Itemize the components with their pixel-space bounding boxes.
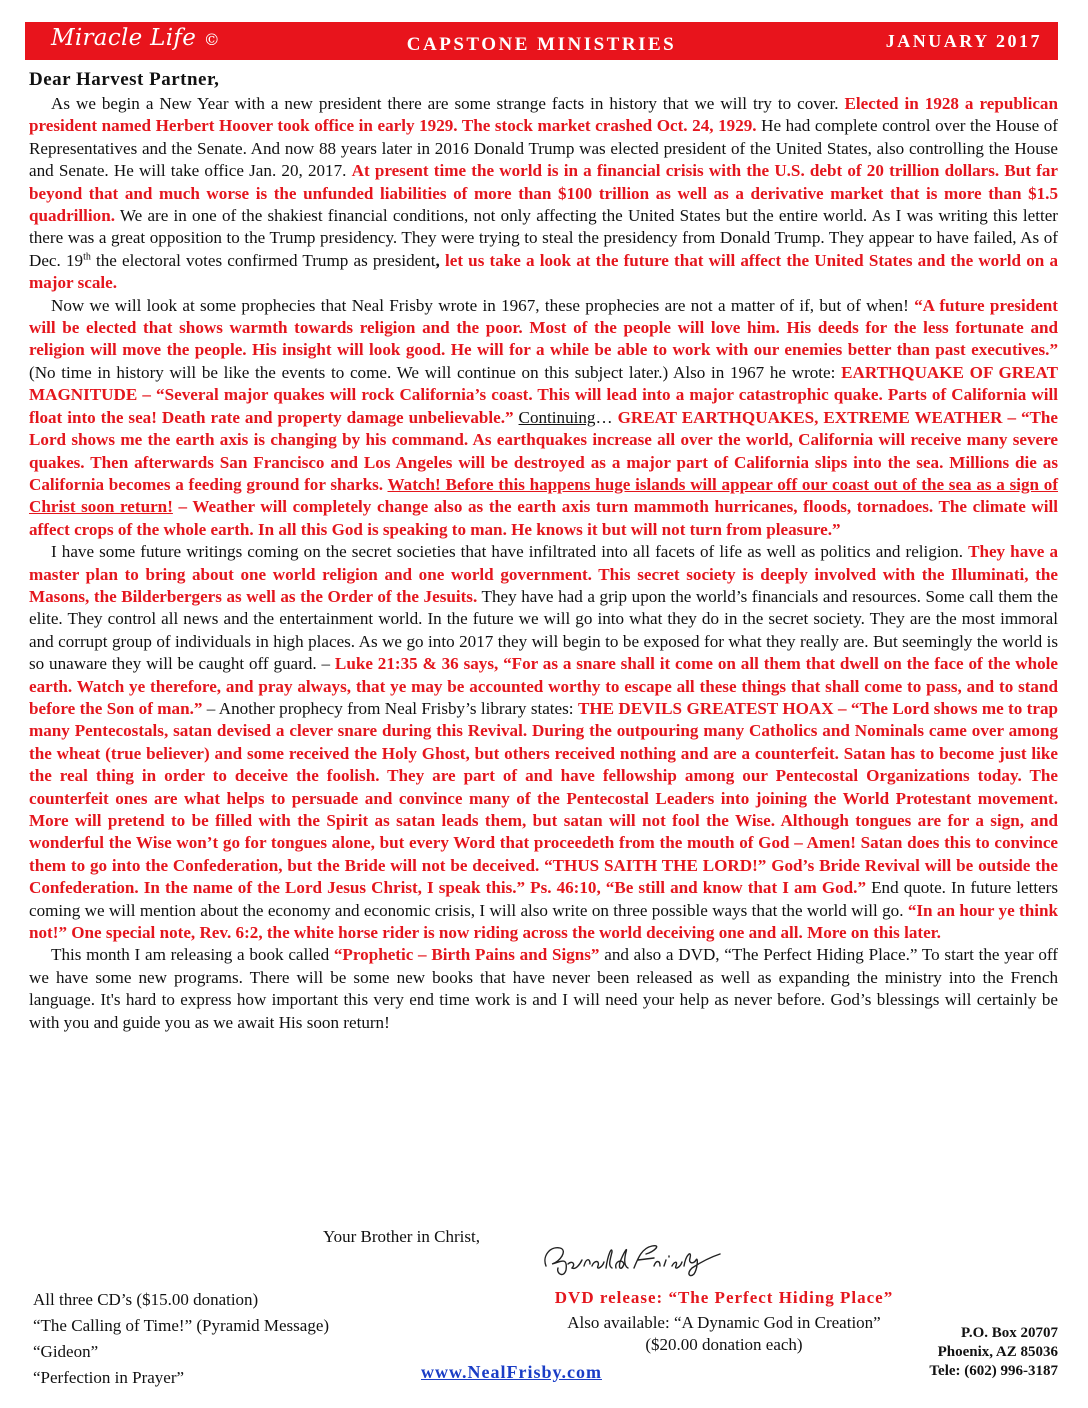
also-available: Also available: “A Dynamic God in Creation” [567,1313,881,1332]
address-line: P.O. Box 20707 [961,1325,1058,1341]
website-link[interactable]: www.NealFrisby.com [421,1362,602,1382]
address-line: Tele: (602) 996-3187 [929,1363,1058,1379]
paragraph-3: I have some future writings coming on the secret societies that have infiltrated into all facets of life as well as politics and religion. They have a master plan to bring about one world religion and one world government. This secret society is deeply involved with the Illuminati, the Masons, the Bilderbergers as well as the Order of the Jesuits. They have had a grip upon the world’s financials and resources. Some call them the elite. They control all news and the entertainment world. In the future we will go into what they do in the secret society. They are the most immoral and corrupt group of individuals in high places. As we go into 2017 they will begin to be exposed for what they really are. But seemingly the world is so unaware they will be caught off guard. – Luke 21:35 & 36 says, “For as a snare shall it come on all them that dwell on the face of the whole earth. Watch ye therefore, and pray always, that ye may be accounted worthy to escape all these things that shall come to pass, and to stand before the Son of man.” – Another prophecy from Neal Frisby’s library states: THE DEVILS GREATEST HOAX – “The Lord shows me to trap many Pentecostals, satan devised a clever snare during this Revival. During the outpouring many Catholics and Nominals came over among the wheat (true believer) and some received the Holy Ghost, but others received nothing and are a counterfeit. Satan has to become just like the real thing in order to deceive the foolish. They are part of and have fellowship among our Pentecostal Organizations today. The counterfeit ones are what helps to persuade and convince many of the Pentecostal Leaders into joining the World Protestant movement. More will pretend to be filled with the Spirit as satan leads them, but satan will not fool the Wise. Although tongues are for a sign, and wonderful the Wise won’t go for tongues alone, but every Word that proceedeth from the mouth of God – Amen! Satan does this to convince them to go into the Confederation, but the Bride will not be deceived. “THUS SAITH THE LORD!” God’s Bride Revival will be outside the Confederation. In the name of the Lord Jesus Christ, I speak this.” Ps. 46:10, “Be still and know that I am God.” End quote. In future letters coming we will mention about the economy and economic crisis, I will also write on three possible ways that the world will go. “In an hour ye think not!” One special note, Rev. 6:2, the white horse rider is now riding across the world deceiving one and all. More on this later. [29,542,1059,943]
donation-each: ($20.00 donation each) [645,1335,803,1354]
closing-line: Your Brother in Christ, [323,1227,480,1246]
cd-offer [33,1287,329,1391]
cd-title: “The Calling of Time!” (Pyramid Message) [33,1316,330,1335]
cd-offer-title: All three CD’s ($15.00 donation) [33,1290,259,1309]
salutation: Dear Harvest Partner, [29,69,220,90]
paragraph-1: As we begin a New Year with a new president there are some strange facts in history that we will try to cover. Elected in 1928 a republican president named Herbert Hoover took office in early 1929. The stock market crashed Oct. 24, 1929. He had complete control over the House of Representatives and the Senate. And now 88 years later in 2016 Donald Trump was elected president of the United States, also controlling the House and Senate. He will take office Jan. 20, 2017. At present time the world is in a financial crisis with the U.S. debt of 20 trillion dollars. But far beyond that and much worse is the unfunded liabilities of more than $100 trillion as well as a derivative market that is more than $1.5 quadrillion. We are in one of the shakiest financial conditions, not only affecting the United States but the entire world. As I was writing this letter there was a great opposition to the Trump presidency. They were trying to steal the presidency from Donald Trump. They appear to have failed, As of Dec. 19th the electoral votes confirmed Trump as president, let us take a look at the future that will affect the United States and the world on a major scale. [29,94,1058,293]
letter-body [29,68,1058,1034]
signature-image [538,1238,728,1280]
cd-title: “Perfection in Prayer” [33,1368,185,1387]
issue-date: JANUARY 2017 [885,31,1042,51]
header-banner [25,22,1058,60]
ministry-title: CAPSTONE MINISTRIES [406,34,677,55]
cd-title: “Gideon” [33,1342,99,1361]
paragraph-2: Now we will look at some prophecies that Neal Frisby wrote in 1967, these prophecies are not a matter of if, but of when! “A future president will be elected that shows warmth towards religion and the poor. Most of the people will love him. His deeds for the less fortunate and religion will move the people. His insight will look good. He will for a while be able to work with our enemies better than past executives.” (No time in history will be like the events to come. We will continue on this subject later.) Also in 1967 he wrote: EARTHQUAKE OF GREAT MAGNITUDE – “Several major quakes will rock California’s coast. This will lead into a major catastrophic quake. Parts of California will float into the sea! Death rate and property damage unbelievable.” Continuing… GREAT EARTHQUAKES, EXTREME WEATHER – “The Lord shows me the earth axis is changing by his command. As earthquakes increase all over the world, California will receive many severe quakes. Then afterwards San Francisco and Los Angeles will be destroyed as a major part of California slips into the sea. Millions die as California becomes a feeding ground for sharks. Watch! Before this happens huge islands will appear off our coast out of the sea as a sign of Christ soon return! – Weather will completely change also as the earth axis turn mammoth hurricanes, floods, tornadoes. The climate will affect crops of the whole earth. In all this God is speaking to man. He knows it but will not turn from pleasure.” [29,295,1059,539]
dvd-offer [534,1287,914,1356]
dvd-release-title: DVD release: “The Perfect Hiding Place” [554,1288,894,1307]
brand-logo: Miracle Life © [51,25,221,51]
mailing-address [929,1324,1058,1381]
address-line: Phoenix, AZ 85036 [937,1344,1058,1360]
paragraph-4: This month I am releasing a book called “Prophetic – Birth Pains and Signs” and also a DVD, “The Perfect Hiding Place.” To start the year off we have some new programs. There will be some new books that have never been released as well as expanding the ministry into the French language. It's hard to express how important this very end time work is and I will need your help as never before. God’s blessings will certainly be with you and guide you as we await His soon return! [29,945,1058,1032]
